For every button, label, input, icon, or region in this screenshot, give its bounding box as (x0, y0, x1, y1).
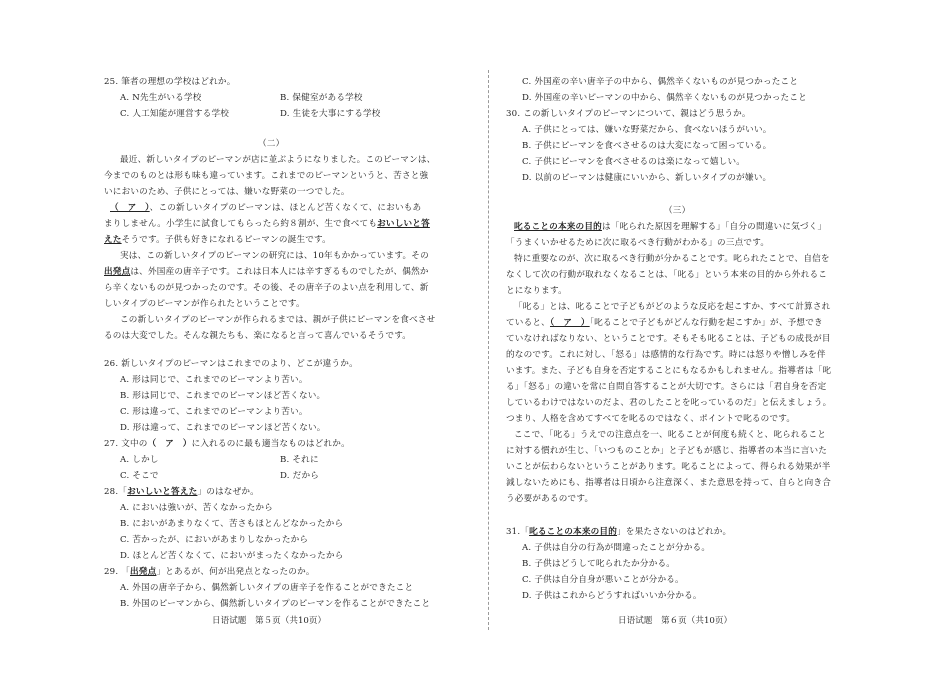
q29-option-b: B. 外国のピーマンから、偶然新しいタイプのピーマンを作ることができたこと (120, 599, 431, 609)
passage-line: ここで、「叱る」うえでの注意点を一、叱ることが何度も続くと、叱られること (514, 430, 827, 440)
q31-stem (506, 526, 731, 538)
q26-stem: 26. 新しいタイプのピーマンはこれまでのより、どこが違うか。 (104, 359, 358, 369)
q25-option-a: A. N先生がいる学校 (120, 93, 202, 103)
q30-option-d: D. 以前のピーマンは健康にいいから、新しいタイプのが嫌い。 (522, 173, 772, 183)
q25-option-b: B. 保健室がある学校 (280, 93, 363, 103)
q28-option-a: A. においは強いが、苦くなかったから (120, 503, 273, 513)
q27-stem (104, 438, 350, 450)
q26-option-c: C. 形は違って、これまでのピーマンより苦い。 (120, 407, 308, 417)
passage-line (110, 202, 421, 214)
underlined-phrase: 出発点 (104, 267, 131, 277)
passage-line (514, 221, 826, 233)
passage-line: います。また、子ども自身を否定することにもなるかもしれません。指導者は「叱 (506, 366, 832, 376)
passage-text: まりしません。小学生に試食してもらったら約８割が、生で食べても (104, 219, 378, 229)
q27-option-d: D. だから (280, 471, 320, 481)
q27-stem-text: に入れるのに最も適当なものはどれか。 (191, 439, 350, 449)
q28-stem-text: 」のはなぜか。 (197, 487, 259, 497)
q26-option-a: A. 形は同じで、これまでのピーマンより苦い。 (120, 375, 308, 385)
passage-text: ていると、 (506, 318, 550, 328)
passage-line: しているわけではないのだよ、君のしたことを叱っているのだ」と伝えましょう。 (506, 398, 832, 408)
q30-option-a: A. 子供にとっては、嫌いな野菜だから、食べないほうがいい。 (522, 125, 772, 135)
passage-line: なくして次の行動が取れなくなることは、「叱る」という本来の目的から外れるこ (506, 270, 828, 280)
q31-option-c: C. 子供は自分自身が悪いことが分かる。 (522, 575, 684, 585)
q31-option-d: D. 子供はこれからどうすればいいか分かる。 (522, 591, 702, 601)
passage-line: しいタイプのピーマンが作られたということです。 (104, 299, 305, 309)
q29-option-a: A. 外国の唐辛子から、偶然新しいタイプの唐辛子を作ることができたこと (120, 583, 414, 593)
q29-stem-text: 」とあるが、何が出発点となったのか。 (156, 567, 315, 577)
q27-option-c: C. そこで (120, 471, 159, 481)
q25-stem: 25. 筆者の理想の学校はどれか。 (104, 77, 236, 87)
q25-option-c: C. 人工知能が運営する学校 (120, 109, 230, 119)
passage-line: いにおいのため、子供にとっては、嫌いな野菜の一つでした。 (104, 187, 350, 197)
passage-line: 「叱る」とは、叱ることで子どもがどのような反応を起こすか、すべて計算され (514, 302, 831, 312)
passage-line: 「うまくいかせるために次に取るべき行動がわかる」の三点です。 (506, 238, 770, 248)
passage-line (506, 317, 823, 329)
passage-text: そうです。子供も好きになれるピーマンの誕生です。 (121, 235, 331, 245)
q27-option-a: A. しかし (120, 455, 159, 465)
q31-stem-text: 」を果たさないのはどれか。 (617, 527, 732, 537)
q31-option-b: B. 子供はどうして叱られたか分かる。 (522, 559, 676, 569)
passage-line (104, 266, 429, 278)
q26-option-d: D. 形は違って、これまでのピーマンほど苦くない。 (120, 423, 326, 433)
q28-option-c: C. 苦かったが、においがあまりしなかったから (120, 535, 309, 545)
q31-option-a: A. 子供は自分の行為が間違ったことが分かる。 (522, 543, 711, 553)
passage-line: う必要があるのです。 (506, 494, 594, 504)
q29-option-c: C. 外国産の辛い唐辛子の中から、偶然辛くないものが見つかったこと (522, 77, 799, 87)
passage-line (104, 234, 331, 246)
passage-text: は、外国産の唐辛子です。これは日本人には辛すぎるものでしたが、偶然か (130, 267, 429, 277)
blank-a: （ ア ） (110, 203, 150, 213)
q29-option-d: D. 外国産の辛いピーマンの中から、偶然辛くないものが見つかったこと (522, 93, 807, 103)
passage-line: ら辛くないものが見つかったのです。その後、その唐辛子のよい点を利用して、新 (104, 283, 429, 293)
passage-line: 最近、新しいタイプのピーマンが店に並ぶようになりました。このピーマンは、 (120, 155, 436, 165)
passage-text: 「叱ることで子どもがどんな行動を起こすか」が、予想でき (589, 318, 823, 328)
passage-line: に対する慣れが生じ、「いつものことか」と子どもが感じ、指導者の本当に言いた (506, 446, 828, 456)
underlined-phrase: おいしいと答 (377, 219, 430, 229)
q29-stem-text: 29. 「 (104, 567, 130, 577)
underlined-phrase: おいしいと答えた (127, 487, 198, 497)
underlined-phrase: 出発点 (130, 567, 157, 577)
q28-option-b: B. においがあまりなくて、苦さもほとんどなかったから (120, 519, 344, 529)
underlined-phrase: えた (104, 235, 122, 245)
q25-option-d: D. 生徒を大事にする学校 (280, 109, 381, 119)
blank-a: （ ア ） (549, 318, 590, 328)
q31-stem-text: 31.「 (506, 527, 530, 537)
q27-stem-text: 27. 文中の (104, 439, 148, 449)
q28-stem (104, 486, 259, 498)
q30-stem: 30. この新しいタイプのピーマンについて、親はどう思うか。 (506, 109, 751, 119)
section-3-heading: （三） (664, 206, 691, 216)
q29-stem (104, 566, 315, 578)
passage-line: ていなければなりない、ということです。そもそも叱ることは、子どもの成長が目 (506, 334, 831, 344)
passage-line: とになります。 (506, 286, 567, 296)
passage-text: は「叱られた原因を理解する」「自分の間違いに気づく」 (601, 222, 827, 232)
passage-line: 的なのです。これに対し、「怒る」は感情的な行為です。時には怒りや憎しみを伴 (506, 350, 826, 360)
q27-option-b: B. それに (280, 455, 319, 465)
q30-option-b: B. 子供にピーマンを食べさせるのは大変になって困っている。 (522, 141, 772, 151)
passage-text: 、この新しいタイプのピーマンは、ほとんど苦くなくて、においもあ (149, 203, 422, 213)
passage-line: いことが伝わらないということがあります。叱ることによって、得られる効果が半 (506, 462, 831, 472)
column-divider (488, 70, 489, 630)
q28-stem-text: 28.「 (104, 487, 128, 497)
q26-option-b: B. 形は同じで、これまでのピーマンほど苦くない。 (120, 391, 326, 401)
underlined-phrase: 叱ることの本来の目的 (514, 222, 602, 232)
q28-option-d: D. ほとんど苦くなくて、においがまったくなかったから (120, 551, 344, 561)
passage-line: 減しないためにも、指導者は日頃から注意深く、また意思を持って、自らと向き合 (506, 478, 832, 488)
passage-line: る」「怒る」の違いを常に自問自答することが大切です。さらには「君自身を否定 (506, 382, 827, 392)
section-2-heading: （二） (258, 139, 285, 149)
passage-line: 今までのものとは形も味も違っています。これまでのピーマンというと、苦さと強 (104, 171, 429, 181)
page-footer: 日语试题 第５页（共10页） (212, 616, 327, 626)
blank-a: （ ア ） (147, 439, 192, 449)
underlined-phrase: 叱ることの本来の目的 (529, 527, 618, 537)
q30-option-c: C. 子供にピーマンを食べさせるのは楽になって嬉しい。 (522, 157, 746, 167)
passage-line: この新しいタイプのピーマンが作られるまでは、親が子供にピーマンを食べさせ (120, 315, 436, 325)
passage-line: 特に重要なのが、次に取るべき行動が分かることです。叱られたことで、自信を (514, 254, 830, 264)
passage-line (104, 218, 430, 230)
passage-line: 実は、この新しいタイプのピーマンの研究には、10年もかかっています。その (120, 251, 429, 261)
page-footer: 日语试题 第６页（共10页） (618, 616, 733, 626)
passage-line: つまり、人格を含めてすべてを叱るのではなく、ポイントで叱るのです。 (506, 414, 796, 424)
passage-line: るのは大変でした。そんな親たちも、楽になると言って喜んでいるそうです。 (104, 331, 412, 341)
